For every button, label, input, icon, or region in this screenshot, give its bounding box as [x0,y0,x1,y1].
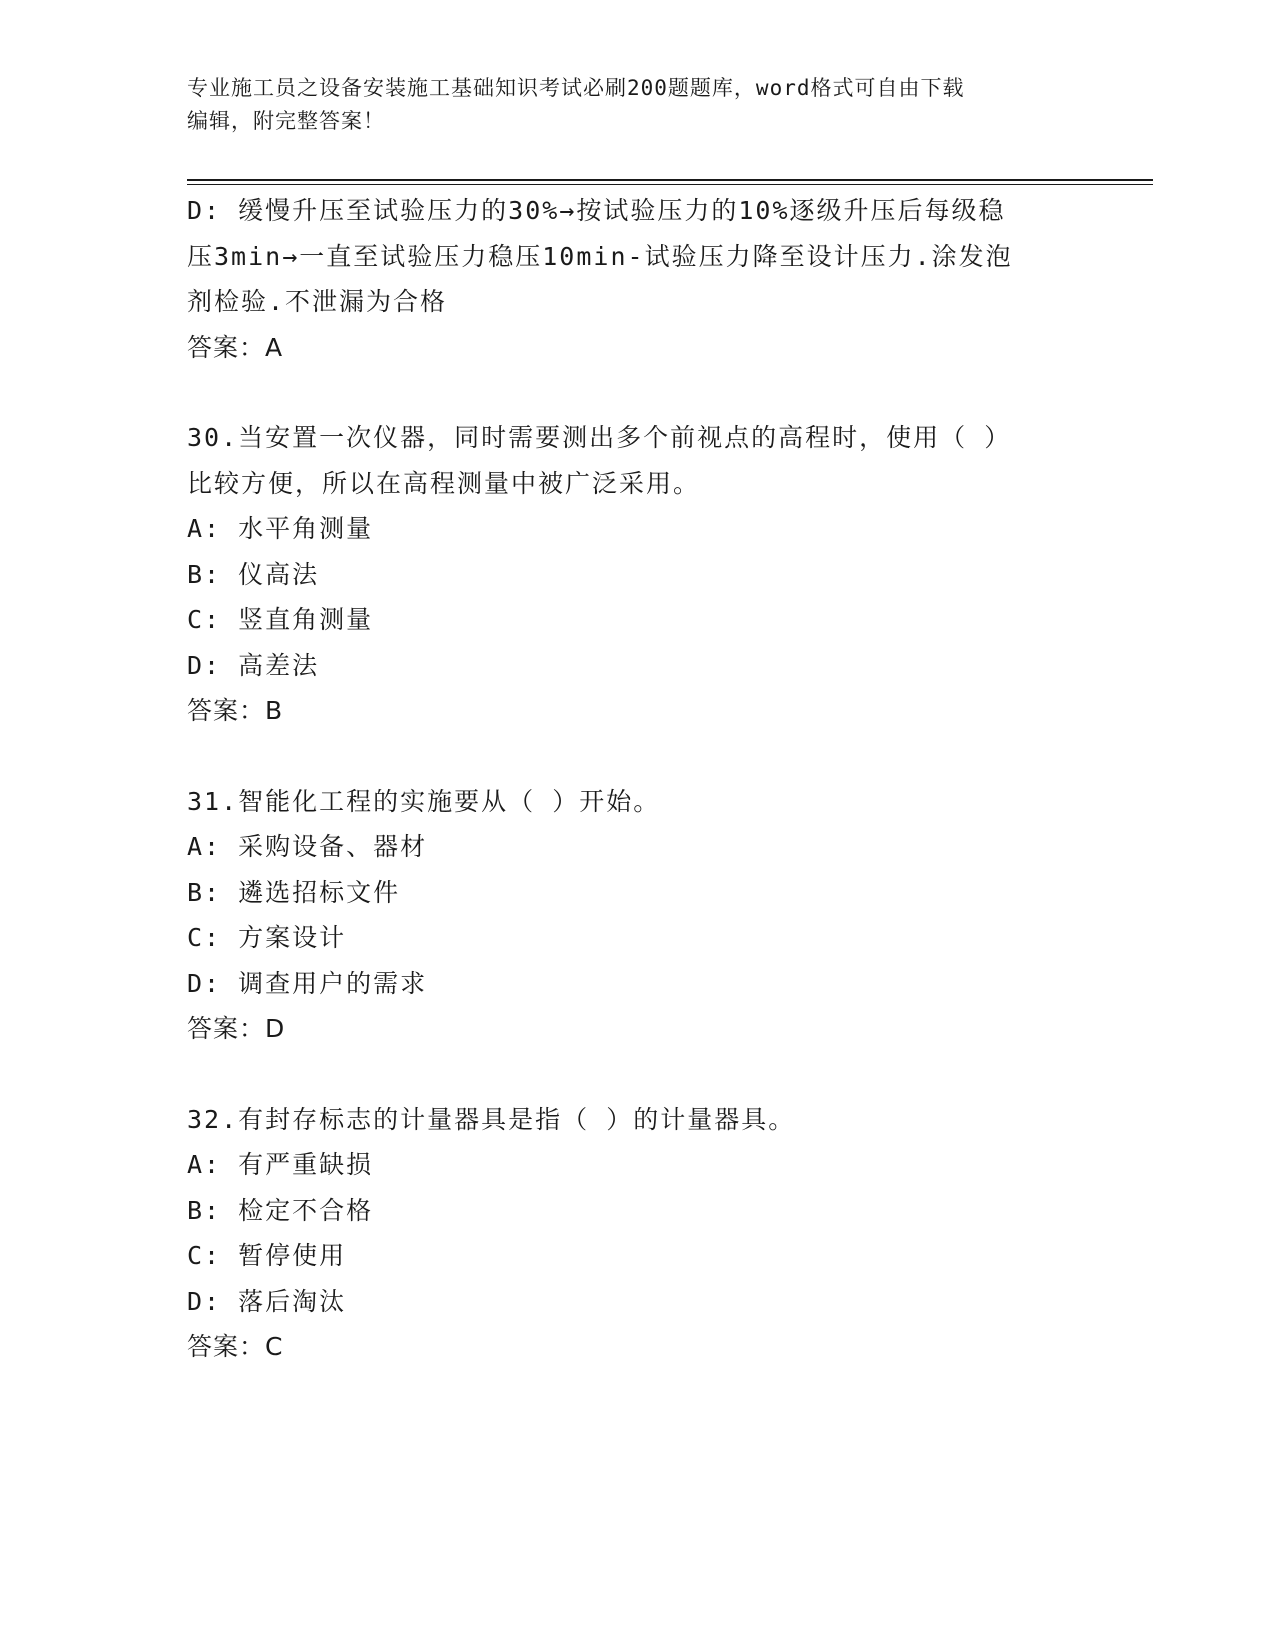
option-a: A: 水平角测量 [187,514,374,543]
option-d: D: 调查用户的需求 [187,968,428,998]
option-b: B: 仪高法 [187,559,320,589]
header-divider-thin [187,184,1153,185]
option-b: B: 检定不合格 [187,1195,374,1225]
answer-line: 答案：B [187,696,284,725]
option-b: B: 遴选招标文件 [187,877,401,907]
question-content [187,188,1067,1370]
option-c: C: 暂停使用 [187,1241,347,1270]
question-stem-cont: 比较方便，所以在高程测量中被广泛采用。 [187,468,701,498]
header-divider-thick [187,179,1153,181]
document-header [187,72,1067,138]
option-d-cont: 剂检验.不泄漏为合格 [187,287,448,316]
option-d: D: 落后淘汰 [187,1286,347,1316]
option-c: C: 竖直角测量 [187,605,374,634]
spacer [187,370,1067,415]
question-stem: 31.智能化工程的实施要从（ ）开始。 [187,786,661,816]
question-32 [187,1097,1067,1370]
question-30 [187,415,1067,734]
question-31 [187,779,1067,1052]
question-stem: 30.当安置一次仪器，同时需要测出多个前视点的高程时，使用（ ） [187,423,1012,452]
header-line-2: 编辑，附完整答案！ [187,109,385,133]
option-d: D: 高差法 [187,650,320,680]
answer-line: 答案：C [187,1332,284,1361]
answer-line: 答案：D [187,1014,286,1043]
option-a: A: 采购设备、器材 [187,832,428,861]
option-d: D: 缓慢升压至试验压力的30%→按试验压力的10%逐级升压后每级稳 [187,196,1006,225]
option-d-cont: 压3min→一直至试验压力稳压10min-试验压力降至设计压力.涂发泡 [187,241,1013,271]
option-c: C: 方案设计 [187,923,347,952]
prev-question-block [187,188,1067,370]
spacer [187,1052,1067,1097]
question-stem: 32.有封存标志的计量器具是指（ ）的计量器具。 [187,1104,796,1134]
answer-line: 答案：A [187,332,284,362]
option-a: A: 有严重缺损 [187,1150,374,1179]
header-line-1: 专业施工员之设备安装施工基础知识考试必刷200题题库，word格式可自由下载 [187,76,965,100]
spacer [187,734,1067,779]
